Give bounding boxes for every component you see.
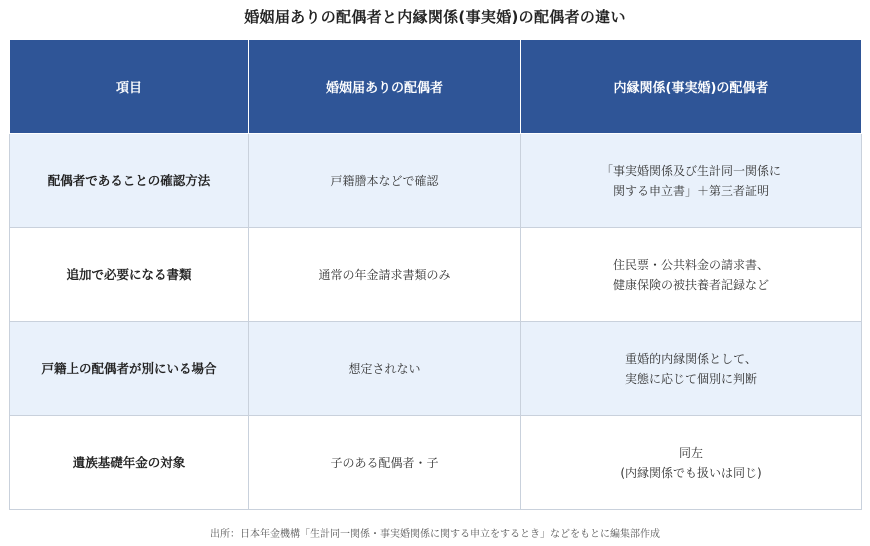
common-law-text-line: 実態に応じて個別に判断 (624, 371, 757, 386)
table-row (10, 134, 862, 228)
table-row (10, 228, 862, 322)
table-row (10, 322, 862, 416)
married-cell: 子のある配偶者・子 (249, 416, 521, 510)
row-item-label: 配偶者であることの確認方法 (10, 134, 249, 228)
common-law-cell (521, 416, 862, 510)
page-title: 婚姻届ありの配偶者と内縁関係(事実婚)の配偶者の違い (244, 8, 626, 26)
common-law-cell (521, 322, 862, 416)
common-law-text-line: 重婚的内縁関係として、 (625, 351, 757, 366)
header-item: 項目 (10, 40, 249, 134)
header-common-law-spouse: 内縁関係(事実婚)の配偶者 (521, 40, 862, 134)
table-row (10, 416, 862, 510)
table-header-row (10, 40, 862, 134)
married-cell: 通常の年金請求書類のみ (249, 228, 521, 322)
common-law-text-line: (内縁関係でも扱いは同じ) (620, 465, 762, 480)
common-law-text-line: 「事実婚関係及び生計同一関係に (600, 163, 781, 178)
row-item-label: 戸籍上の配偶者が別にいる場合 (10, 322, 249, 416)
common-law-cell (521, 134, 862, 228)
common-law-text-line: 住民票・公共料金の請求書、 (612, 257, 769, 272)
married-cell: 想定されない (249, 322, 521, 416)
row-item-label: 追加で必要になる書類 (10, 228, 249, 322)
row-item-label: 遺族基礎年金の対象 (10, 416, 249, 510)
common-law-text-line: 同左 (678, 445, 703, 460)
source-note: 出所：日本年金機構「生計同一関係・事実婚関係に関する申立をするとき」などをもとに編集部作成 (210, 529, 660, 540)
common-law-text-line: 健康保険の被扶養者記録など (612, 277, 769, 292)
comparison-table (9, 39, 862, 510)
common-law-text-line: 関する申立書」＋第三者証明 (612, 183, 769, 198)
header-married-spouse: 婚姻届ありの配偶者 (249, 40, 521, 134)
married-cell: 戸籍謄本などで確認 (249, 134, 521, 228)
common-law-cell (521, 228, 862, 322)
